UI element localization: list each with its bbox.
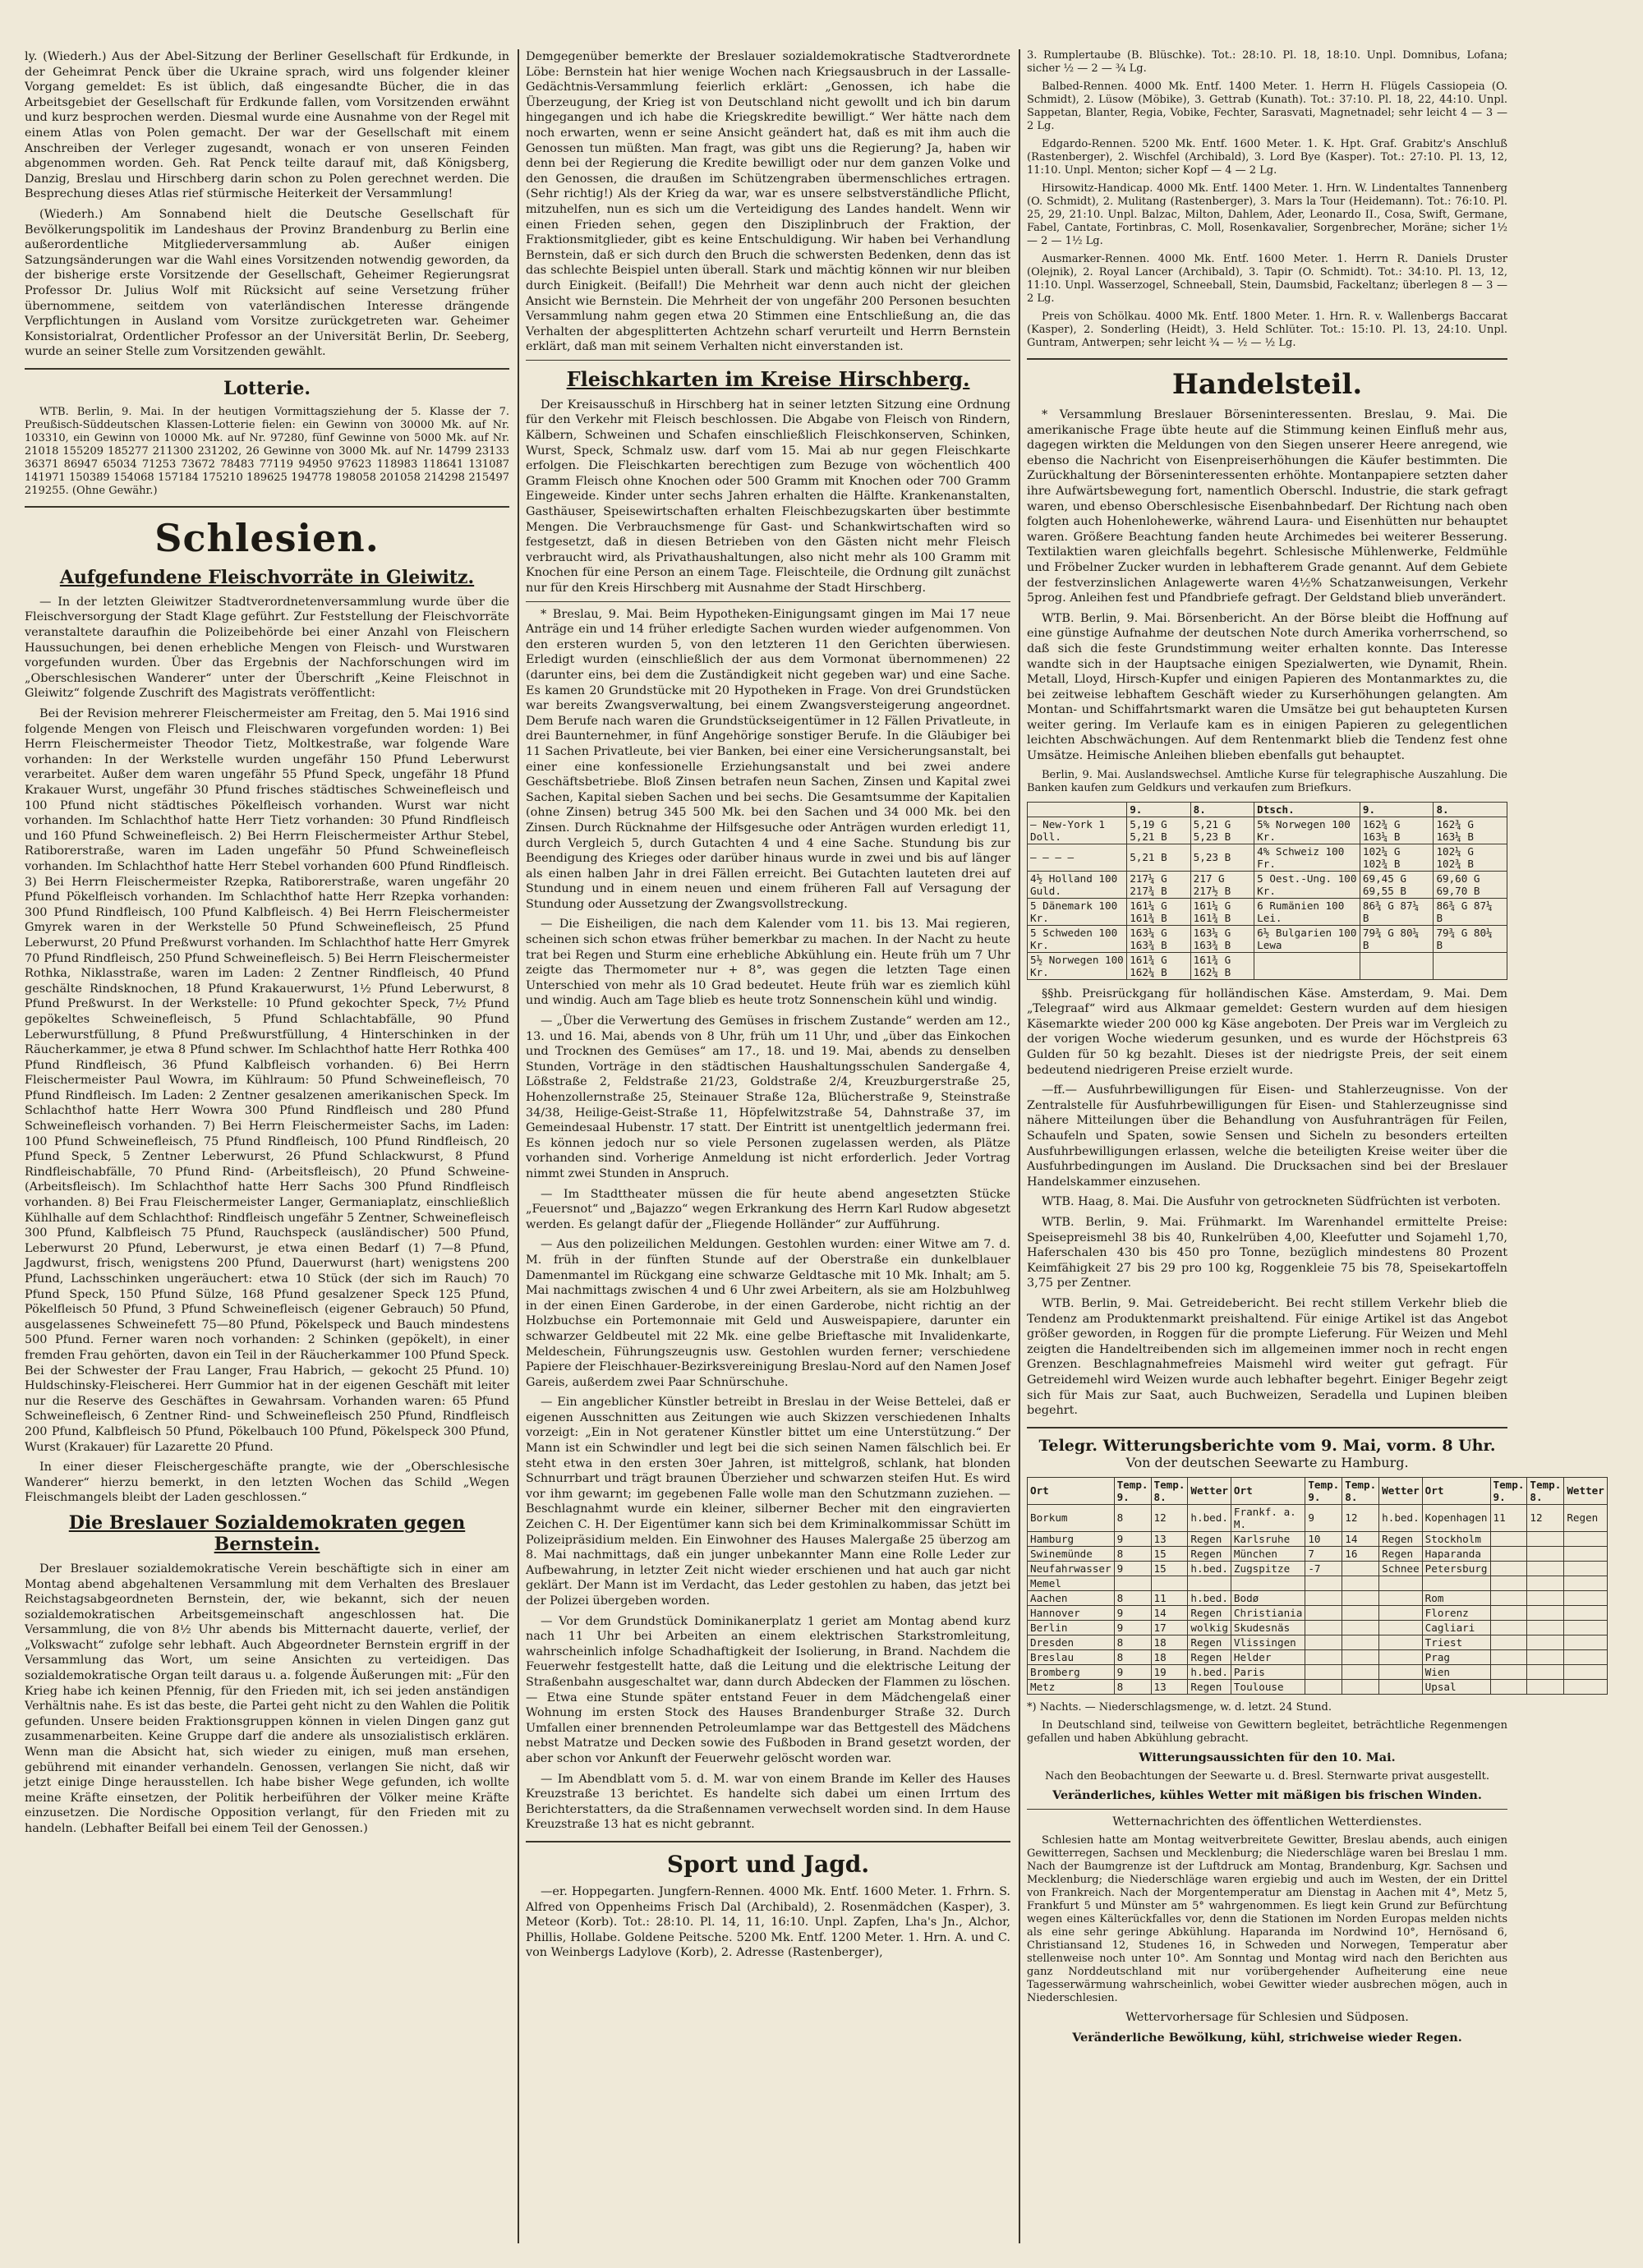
divider [526, 360, 1010, 361]
table-cell: 5,23 B [1190, 844, 1254, 871]
table-row [1028, 898, 1507, 925]
article-bevoelkerungspolitik: (Wiederh.) Am Sonnabend hielt die Deutsche Gesellschaft für Bevölkerungspolitik im Landeshaus der Provinz Brandenburg zu Berlin eine außerordentliche Mitgliederversammlung ab. Außer einigen Satzungsänderungen war die Wahl eines Vorsitzenden notwendig geworden, da der bisherige erste Vorsitzende der Gesellschaft, Geheimer Regierungsrat Professor Dr. Julius Wolf mit Rücksicht auf seine Versetzung früher übernommene, seitdem von vaterländischen Interesse drängende Verpflichtungen in Ausland vom Vorsitze zurückgetreten war. Geheimer Konsistorialrat, Ordentlicher Professor an der Universität Berlin, Dr. Seeberg, wurde an seiner Stelle zum Vorsitzenden gewählt. [25, 207, 509, 359]
table-cell [1564, 1531, 1608, 1546]
table-cell: Prag [1422, 1649, 1490, 1664]
table-cell [1564, 1605, 1608, 1620]
table-cell: 69,60 G 69,70 B [1434, 871, 1507, 898]
weather-body [1028, 1504, 1608, 1694]
weather-forecast-text: Veränderliches, kühles Wetter mit mäßigen bis frischen Winden. [1052, 1788, 1482, 1803]
table-cell: Berlin [1028, 1620, 1115, 1635]
table-cell [1305, 1576, 1342, 1590]
table-cell: Karlsruhe [1231, 1531, 1305, 1546]
table-cell [1305, 1620, 1342, 1635]
table-cell [1254, 952, 1360, 979]
table-row [1028, 844, 1507, 871]
table-cell: h.bed. [1188, 1590, 1231, 1605]
table-cell [1564, 1620, 1608, 1635]
weather-forecast-title: Witterungsaussichten für den 10. Mai. [1139, 1750, 1396, 1764]
race-hirsowitz: Hirsowitz-Handicap. 4000 Mk. Entf. 1400 Meter. 1. Hrn. W. Lindentaltes Tannenberg (O. Schmidt), 2. Mulitang (Rastenberger), 3. Mars la Tour (Heidemann). Tot.: 76:10. Pl. 25, 29, 21:10. Unpl. Balzac, Milton, Dahlem, Ader, Leonardo II., Cosa, Swift, Germane, Fabel, Cantate, Fortinbras, C. Moll, Rosenkavalier, Sorgenbrecher, Moräne; sicher 1½ — 2 — 1½ Lg. [1027, 182, 1507, 247]
table-cell [1342, 1561, 1379, 1576]
table-header-cell: Ort [1422, 1477, 1490, 1504]
table-cell [1342, 1576, 1379, 1590]
table-row [1028, 925, 1507, 952]
table-cell [1527, 1635, 1564, 1649]
article-kuenstler: — Ein angeblicher Künstler betreibt in Breslau in der Weise Bettelei, daß er eigenen Ausschnitten aus Zeitungen wie auch Skizzen verschiedenen Inhalts vorzeigt: „Ein in Not geratener Künstler bittet um eine Unterstützung.“ Der Mann ist ein Schwindler und legt bei die sich seinen Namen fälschlich bei. Er steht etwa in den ersten 30er Jahren, ist mittelgroß, schlank, hat blonden Schnurrbart und trägt braunen Überzieher und schwarzen steifen Hut. Es wird vor ihm gewarnt; im gegebenen Falle wolle man den Schutzmann zuziehen. — Beschlagnahmt wurde ein kleiner, silberner Becher mit den eingravierten Zeichen C. H. Der Eigentümer kann sich bei dem Kriminalkommissar Schütt im Polizeipräsidium melden. Ein Einwohner des Hauses Malergaße 25 überzog am 8. Mai nachmittags, daß ein junger unbekannter Mann eine Rolle Leder zur Aufbewahrung, in letzter Zeit nicht wieder erschienen und hat auch gar nicht geklärt. Der Mann ist im Verdacht, das Leder gestohlen zu haben, das jetzt bei der Polizei übergeben worden. [526, 1396, 1010, 1608]
table-row [1028, 1649, 1608, 1664]
table-header-cell: Temp. 9. [1305, 1477, 1342, 1504]
table-cell: h.bed. [1188, 1664, 1231, 1679]
table-cell [1305, 1605, 1342, 1620]
table-row [1028, 1546, 1608, 1561]
table-cell: 12 [1342, 1504, 1379, 1531]
table-cell: 102¼ G 102¾ B [1434, 844, 1507, 871]
divider [1027, 358, 1507, 360]
table-header-cell: Ort [1028, 1477, 1115, 1504]
table-header-cell: 9. [1127, 802, 1190, 817]
table-cell [1564, 1649, 1608, 1664]
devisen-body [1028, 817, 1507, 979]
divider [526, 1841, 1010, 1842]
article-stadttheater: — Im Stadttheater müssen die für heute abend angesetzten Stücke „Feuersnot“ und „Bajazzo“ wegen Erkrankung des Herrn Karl Rudow abgesetzt werden. Es gelangt dafür der „Fliegende Holländer“ zur Aufführung. [526, 1187, 1010, 1231]
weather-news-text: Schlesien hatte am Montag weitverbreitete Gewitter, Breslau abends, auch einigen Gewitterregen, Sachsen und Mecklenburg; die Niederschläge waren bei Breslau 1 mm. Nach der Baumgrenze ist der Luftdruck am Montag, Brandenburg, Kgr. Sachsen und Mecklenburg; die Niederschläge waren ergiebig und auch im Westen, der ein Drittel von Frankreich. Nach der Morgentemperatur am Dienstag in Aachen mit 4°, Metz 5, Frankfurt 5 und Münster am 5° wahrgenommen. Es liegt kein Grund zur Befürchtung wegen eines Kälterückfalles vor, denn die Stationen im Norden Europas melden nichts als eine sehr geringe Abkühlung. Haparanda im Nordwind 10°, Hernösand 6, Christiansand 12, Studenes 16, in Schweden und Norwegen, Temperatur aber stellenweise noch unter 10°. Am Sonntag und Montag wird nach den Berichten aus ganz Norddeutschland mit nur vorübergehender Aufheiterung eine neue Tagesserwärmung wahrscheinlich, wobei Gewitter wieder ausbrechen mögen, auch in Niederschlesien. [1027, 1834, 1507, 2005]
table-cell [1527, 1576, 1564, 1590]
table-cell: Frankf. a. M. [1231, 1504, 1305, 1531]
table-cell: Bodø [1231, 1590, 1305, 1605]
table-cell: 102¼ G 102¾ B [1360, 844, 1434, 871]
table-cell: Christiania [1231, 1605, 1305, 1620]
article-fleischkarten: Der Kreisausschuß in Hirschberg hat in seiner letzten Sitzung eine Ordnung für den Verkehr mit Fleisch beschlossen. Die Abgabe von Fleisch von Rindern, Kälbern, Schweinen und Schafen einschließlich Fleischkonserven, Schinken, Wurst, Speck, Schmalz usw. darf vom 15. Mai ab nur gegen Fleischkarte erfolgen. Die Fleischkarten berechtigen zum Bezuge von wöchentlich 400 Gramm Fleisch ohne Knochen oder 500 Gramm mit Knochen oder 700 Gramm Eingeweide. Kinder unter sechs Jahren erhalten die Hälfte. Krankenanstalten, Gasthäuser, Speisewirtschaften erhalten Fleischbezugskarten über bestimmte Mengen. Die Verbrauchsmenge für Gast- und Schankwirtschaften wird so festgesetzt, daß in diesen Betrieben von den Gästen nicht mehr Fleisch verbraucht wird, als Privathaushaltungen, also nicht mehr als 100 Gramm mit Knochen für eine Person an einem Tage. Fleischteile, die Ordnung gilt zunächst nur für den Kreis Hirschberg mit Ausnahme der Stadt Hirschberg. [526, 398, 1010, 595]
table-cell [1379, 1605, 1423, 1620]
table-row [1028, 1504, 1608, 1531]
table-cell: Regen [1188, 1649, 1231, 1664]
table-cell: 18 [1151, 1635, 1188, 1649]
article-gleiwitz-intro: — In der letzten Gleiwitzer Stadtverordnetenversammlung wurde über die Fleischversorgung der Stadt Klage geführt. Zur Feststellung der Fleischvorräte veranstaltete daraufhin die Polizeibehörde bei einer Anzahl von Fleischern Haussuchungen, bei denen erhebliche Mengen von Fleisch- und Wurstwaren vorgefunden wurden. Über das Ergebnis der Nachforschungen wird im „Oberschlesischen Wanderer“ unter der Überschrift „Keine Fleischnot in Gleiwitz“ folgende Zuschrift des Magistrats veröffentlicht: [25, 595, 509, 701]
table-cell [1379, 1664, 1423, 1679]
table-cell: Borkum [1028, 1504, 1115, 1531]
section-heading-lotterie: Lotterie. [223, 377, 311, 399]
table-cell: 69,45 G 69,55 B [1360, 871, 1434, 898]
table-cell [1379, 1590, 1423, 1605]
table-cell: Cagliari [1422, 1620, 1490, 1635]
table-cell: Triest [1422, 1635, 1490, 1649]
table-cell: 163¼ G 163¾ B [1190, 925, 1254, 952]
table-cell [1379, 1649, 1423, 1664]
headline-sozialdemokraten: Die Breslauer Sozialdemokraten gegen Bernstein. [68, 1511, 466, 1555]
table-cell: 9 [1114, 1620, 1151, 1635]
table-row [1028, 1531, 1608, 1546]
table-cell [1188, 1576, 1231, 1590]
table-cell [1490, 1620, 1527, 1635]
table-cell [1490, 1590, 1527, 1605]
table-cell [1490, 1531, 1527, 1546]
weather-summary: In Deutschland sind, teilweise von Gewittern begleitet, beträchtliche Regenmengen gefallen und haben Abkühlung gebracht. [1027, 1718, 1507, 1745]
devisen-table-wrap [1027, 802, 1507, 980]
weather-final-text: Veränderliche Bewölkung, kühl, strichweise wieder Regen. [1072, 2031, 1462, 2045]
table-cell: Rom [1422, 1590, 1490, 1605]
table-cell: h.bed. [1188, 1561, 1231, 1576]
table-cell: 86¾ G 87¼ B [1434, 898, 1507, 925]
table-cell [1564, 1664, 1608, 1679]
table-cell: 5,21 B [1127, 844, 1190, 871]
table-cell [1564, 1679, 1608, 1694]
table-cell: 13 [1151, 1531, 1188, 1546]
headline-fleischkarten: Fleischkarten im Kreise Hirschberg. [566, 366, 970, 391]
table-cell [1527, 1605, 1564, 1620]
table-header-cell: Temp. 8. [1527, 1477, 1564, 1504]
table-cell: München [1231, 1546, 1305, 1561]
table-cell: 217 G 217½ B [1190, 871, 1254, 898]
table-cell [1342, 1605, 1379, 1620]
table-cell: Paris [1231, 1664, 1305, 1679]
table-cell [1564, 1576, 1608, 1590]
table-cell [1305, 1635, 1342, 1649]
table-cell: 11 [1151, 1590, 1188, 1605]
table-cell: 5% Norwegen 100 Kr. [1254, 817, 1360, 844]
table-cell [1422, 1576, 1490, 1590]
table-cell [1527, 1531, 1564, 1546]
table-cell: Aachen [1028, 1590, 1115, 1605]
article-boersenversammlung: * Versammlung Breslauer Börseninteressenten. Breslau, 9. Mai. Die amerikanische Frage übte heute auf die Stimmung keinen Einfluß mehr aus, dagegen wirkten die Meldungen von den Siegen unserer Heere anregend, wie ebenso die Nachricht von Eisenpreiserhöhungen die Käufer bestimmten. Die Zurückhaltung der Börseninteressenten erhöhte. Montanpapiere setzten daher ihre Aufwärtsbewegung fort, namentlich Oberschl. Industrie, die stark gefragt waren, und ebenso Oberschlesische Eisenbahnbedarf. Der Richtung nach oben folgten auch Hohenlohewerke, während Laura- und Eisenhütten nur behauptet waren. Größere Beachtung fanden heute Archimedes bei weiterer Besserung. Textilaktien waren gleichfalls begehrt. Schlesische Mühlenwerke, Feldmühle und Fröbelner Zucker wurden in lebhafterem Grade genannt. Auf dem Gebiete der festverzinslichen Anlagewerte waren 4½% Schatzanweisungen, Verkehr 5prog. Anleihen fest und Pfandbriefe gefragt. Der Geldstand blieb unverändert. [1027, 408, 1507, 605]
column-rule [518, 49, 519, 2243]
table-row [1028, 1605, 1608, 1620]
table-cell: 10 [1305, 1531, 1342, 1546]
table-cell: 161¼ G 161¾ B [1127, 898, 1190, 925]
table-cell: 5½ Norwegen 100 Kr. [1028, 952, 1127, 979]
table-cell [1342, 1664, 1379, 1679]
article-gemuese: — „Über die Verwertung des Gemüses in frischem Zustande“ werden am 12., 13. und 16. Mai, abends von 8 Uhr, früh um 11 Uhr, und „über das Einkochen und Trocknen des Gemüses“ am 17., 18. und 19. Mai, abends zu denselben Stunden, Vorträge in den städtischen Haushaltungsschulen Sandergaße 4, Lößstraße 2, Feldstraße 21/23, Goldstraße 2/4, Kreuzburgerstraße 25, Hohenzollernstraße 25, Steinauer Straße 12a, Blücherstraße 9, Steinstraße 34/38, Heilige-Geist-Straße 11, Höpfelwitzstraße 54, Dahnstraße 37, im Gemeindesaal Hubenstr. 17 statt. Der Eintritt ist unentgeltlich jedermann frei. Es können jedoch nur so viele Personen zugelassen werden, als Plätze vorhanden sind. Vorherige Anmeldung ist nicht erforderlich. Jeder Vortrag nimmt zwei Stunden in Anspruch. [526, 1014, 1010, 1180]
table-header-cell: 8. [1434, 802, 1507, 817]
article-getreide: WTB. Berlin, 9. Mai. Getreidebericht. Bei recht stillem Verkehr blieb die Tendenz am Produktenmarkt preishaltend. Für einige Artikel ist das Angebot größer geworden, in Roggen für die prompte Lieferung. Für Weizen und Mehl zeigten die Handeltreibenden sich im allgemeinen immer noch in recht engen Grenzen. Beschlagnahmefreies Maismehl wird weiter gut gefragt. Für Getreidemehl wird Weizen wurde auch lebhafter begehrt. Einiger Begehr zeigt sich für Mais zur Saat, auch Buchweizen, Seradella und Lupinen bleiben begehrt. [1027, 1296, 1507, 1418]
table-cell: 9 [1305, 1504, 1342, 1531]
table-cell [1305, 1679, 1342, 1694]
table-header-cell: 9. [1360, 802, 1434, 817]
weather-title: Telegr. Witterungsberichte vom 9. Mai, vorm. 8 Uhr. [1038, 1436, 1496, 1455]
table-header-cell: Temp. 8. [1342, 1477, 1379, 1504]
table-cell: Zugspitze [1231, 1561, 1305, 1576]
table-cell: h.bed. [1188, 1504, 1231, 1531]
table-row [1028, 817, 1507, 844]
weather-table-wrap [1027, 1477, 1604, 1695]
table-cell: 9 [1114, 1531, 1151, 1546]
table-cell [1527, 1664, 1564, 1679]
table-cell: Florenz [1422, 1605, 1490, 1620]
table-cell: 217¼ G 217¾ B [1127, 871, 1190, 898]
weather-note: *) Nachts. — Niederschlagsmenge, w. d. letzt. 24 Stund. [1027, 1700, 1332, 1714]
weather-news-title: Wetternachrichten des öffentlichen Wetterdienstes. [1112, 1815, 1422, 1829]
table-cell: 9 [1114, 1664, 1151, 1679]
table-cell: wolkig [1188, 1620, 1231, 1635]
article-gleiwitz-close: In einer dieser Fleischergeschäfte prangte, wie der „Oberschlesische Wanderer“ hierzu bemerkt, in den letzten Wochen das Schild „Wegen Fleischmangels bleibt der Laden geschlossen.“ [25, 1461, 509, 1505]
weather-table [1027, 1477, 1608, 1695]
table-cell [1490, 1546, 1527, 1561]
table-cell: 9 [1114, 1605, 1151, 1620]
weather-final-title: Wettervorhersage für Schlesien und Südposen. [1125, 2011, 1409, 2025]
table-cell: h.bed. [1379, 1504, 1423, 1531]
divider [25, 506, 509, 508]
table-cell [1490, 1605, 1527, 1620]
table-header-cell: Dtsch. [1254, 802, 1360, 817]
table-cell [1342, 1590, 1379, 1605]
table-header-cell: 8. [1190, 802, 1254, 817]
table-cell [1379, 1679, 1423, 1694]
table-cell [1305, 1649, 1342, 1664]
table-cell: 13 [1151, 1679, 1188, 1694]
divider [1027, 1809, 1507, 1810]
table-cell [1342, 1679, 1379, 1694]
article-polizei: — Aus den polizeilichen Meldungen. Gestohlen wurden: einer Witwe am 7. d. M. früh in der fünften Stunde auf der Oberstraße ein dunkelblauer Damenmantel im Rückgang eine schwarze Geldtasche mit 10 Mk. Inhalt; am 5. Mai nachmittags zwischen 4 und 6 Uhr zwei Arbeitern, als sie am Holzbuhlweg in der einen Einen Garderobe, in der einen Garderobe, nicht richtig an der Holzbuchse ein Portemonnaie mit Geld und Ausweispapiere, darunter ein schwarzer Geldbeutel mit 22 Mk. eine gelbe Brieftasche mit Invalidenkarte, Meldeschein, Führungszeugnis usw. Gestohlen wurden ferner; verschiedene Papiere der Fleischhauer-Bezirksvereinigung Breslau-Nord auf den Namen Josef Gareis, außerdem zwei Paar Schnürschuhe. [526, 1238, 1010, 1389]
table-cell [1231, 1576, 1305, 1590]
table-cell: 79¾ G 80¼ B [1360, 925, 1434, 952]
table-cell: 6½ Bulgarien 100 Lewa [1254, 925, 1360, 952]
table-header-cell: Temp. 9. [1490, 1477, 1527, 1504]
table-cell: Regen [1564, 1504, 1608, 1531]
section-heading-sport: Sport und Jagd. [666, 1850, 870, 1878]
devisen-table [1027, 802, 1507, 980]
table-cell: 12 [1151, 1504, 1188, 1531]
table-header-cell: Wetter [1379, 1477, 1423, 1504]
table-cell: Regen [1188, 1546, 1231, 1561]
table-cell [1151, 1576, 1188, 1590]
table-cell: 4½ Holland 100 Guld. [1028, 871, 1127, 898]
table-cell: 8 [1114, 1504, 1151, 1531]
table-cell: 161¼ G 161¾ B [1190, 898, 1254, 925]
table-cell [1564, 1546, 1608, 1561]
table-cell [1490, 1664, 1527, 1679]
table-cell: 14 [1342, 1531, 1379, 1546]
column-rule [1019, 49, 1020, 2243]
table-header-cell: Wetter [1564, 1477, 1608, 1504]
table-cell [1527, 1561, 1564, 1576]
table-cell: 7 [1305, 1546, 1342, 1561]
table-header-cell: Temp. 8. [1151, 1477, 1188, 1504]
table-row [1028, 871, 1507, 898]
table-cell [1114, 1576, 1151, 1590]
article-haag: WTB. Haag, 8. Mai. Die Ausfuhr von getrockneten Südfrüchten ist verboten. [1042, 1195, 1501, 1209]
article-fruehmarkt: WTB. Berlin, 9. Mai. Frühmarkt. Im Warenhandel ermittelte Preise: Speisepreismehl 38 bis 40, Runkelrüben 4,00, Kleefutter und Sojamehl 1,70, Haferschalen 430 bis 450 pro Tonne, bezüglich mindestens 80 Prozent Keimfähigkeit 27 bis 29 pro 100 kg, Roggenkleie 75 bis 78, Speisekartoffeln 3,75 per Zentner. [1027, 1215, 1507, 1290]
table-cell: Hannover [1028, 1605, 1115, 1620]
race-result: 3. Rumplertaube (B. Blüschke). Tot.: 28:10. Pl. 18, 18:10. Unpl. Domnibus, Lofana; sicher ½ — 2 — ¾ Lg. [1027, 49, 1507, 75]
table-cell: 5 Schweden 100 Kr. [1028, 925, 1127, 952]
table-cell: 161¾ G 162¼ B [1127, 952, 1190, 979]
table-cell: Wien [1422, 1664, 1490, 1679]
table-cell: Schnee [1379, 1561, 1423, 1576]
table-cell [1527, 1620, 1564, 1635]
table-cell: 79¾ G 80¼ B [1434, 925, 1507, 952]
table-cell: Petersburg [1422, 1561, 1490, 1576]
table-cell [1527, 1546, 1564, 1561]
table-cell: 162¾ G 163¼ B [1434, 817, 1507, 844]
table-cell: — New-York 1 Doll. [1028, 817, 1127, 844]
table-cell: 5 Dänemark 100 Kr. [1028, 898, 1127, 925]
table-cell: 8 [1114, 1635, 1151, 1649]
table-cell [1342, 1620, 1379, 1635]
article-boersenbericht: WTB. Berlin, 9. Mai. Börsenbericht. An der Börse bleibt die Hoffnung auf eine günstige Aufnahme der deutschen Note durch Amerika vorherrschend, so daß sich die feste Grundstimmung weiter erhalten konnte. Das Interesse wandte sich in der Hauptsache einigen Spezialwerten, wie Dynamit, Rhein. Metall, Lloyd, Hirsch-Kupfer und einigen Papieren des Montanmarktes zu, die bei zeitweise lebhaftem Geschäft wieder zu Kurserhöhungen gelangten. Am Montan- und Schiffahrtsmarkt waren die Umsätze bei gut behaupteten Kursen weiter gering. Im Verlaufe kam es in einigen Papieren zu gelegentlichen leichten Abschwächungen. Auf dem Rentenmarkt blieb die Tendenz fest ohne Umsätze. Heimische Anleihen blieben ebenfalls gut behauptet. [1027, 611, 1507, 763]
table-cell: Regen [1188, 1679, 1231, 1694]
table-cell: Metz [1028, 1679, 1115, 1694]
table-header-cell: Ort [1231, 1477, 1305, 1504]
table-row [1028, 952, 1507, 979]
table-cell: 8 [1114, 1590, 1151, 1605]
table-cell: 162¾ G 163¼ B [1360, 817, 1434, 844]
table-cell: Stockholm [1422, 1531, 1490, 1546]
article-eisheiligen: — Die Eisheiligen, die nach dem Kalender vom 11. bis 13. Mai regieren, scheinen sich schon etwas früher bemerkbar zu machen. In der Nacht zu heute trat bei Regen und Sturm eine erhebliche Abkühlung ein. Heute früh um 7 Uhr zeigte das Thermometer nur + 8°, was gegen die letzten Tage einen Unterschied von mehr als 10 Grad bedeutet. Heute früh war es ziemlich kühl und windig. Auch am Tage blieb es heute trotz Sonnenschein kühl und windig. [526, 918, 1010, 1008]
table-cell: 163¼ G 163¾ B [1127, 925, 1190, 952]
table-cell [1564, 1635, 1608, 1649]
race-ausmarker: Ausmarker-Rennen. 4000 Mk. Entf. 1600 Meter. 1. Herrn R. Daniels Druster (Olejnik), 2. Royal Lancer (Archibald), 3. Tapir (O. Schmidt). Tot.: 34:10. Pl. 13, 12, 11:10. Unpl. Wasserzogel, Schneeball, Stein, Daumsbid, Fackeltanz; überlegen 8 — 3 — 2 Lg. [1027, 253, 1507, 305]
devisen-intro: Berlin, 9. Mai. Auslandswechsel. Amtliche Kurse für telegraphische Auszahlung. Die Banken kaufen zum Geldkurs und verkaufen zum Briefkurs. [1027, 768, 1507, 794]
table-row [1028, 1664, 1608, 1679]
column-3 [1027, 49, 1604, 2243]
column-1 [25, 49, 509, 2243]
table-cell: Swinemünde [1028, 1546, 1115, 1561]
race-edgardo: Edgardo-Rennen. 5200 Mk. Entf. 1600 Meter. 1. K. Hpt. Graf. Grabitz's Anschluß (Rastenberger), 2. Wischfel (Archibald), 3. Lord Bye (Kasper). Tot.: 27:10. Pl. 13, 12, 11:10. Unpl. Menton; sicher Kopf — 4 — 2 Lg. [1027, 138, 1507, 177]
table-cell [1360, 952, 1434, 979]
table-cell [1490, 1576, 1527, 1590]
table-cell [1527, 1679, 1564, 1694]
table-cell: Skudesnäs [1231, 1620, 1305, 1635]
headline-gleiwitz: Aufgefundene Fleischvorräte in Gleiwitz. [59, 566, 475, 588]
table-cell [1379, 1620, 1423, 1635]
table-row [1028, 1561, 1608, 1576]
table-header-cell [1028, 802, 1127, 817]
divider [1027, 1427, 1507, 1428]
table-cell [1527, 1649, 1564, 1664]
table-cell [1305, 1590, 1342, 1605]
table-cell: -7 [1305, 1561, 1342, 1576]
section-heading-handel: Handelsteil. [1171, 368, 1363, 401]
article-erdkunde: ly. (Wiederh.) Aus der Abel-Sitzung der Berliner Gesellschaft für Erdkunde, in der Geheimrat Penck über die Ukraine sprach, wird uns folgender kleiner Vorgang gemeldet: Es ist üblich, daß eingesandte Bücher, die in das Arbeitsgebiet der Gesellschaft für Erdkunde fallen, vom Vorsitzenden erwähnt und kurz besprochen werden. Diesmal wurde eine Ausnahme von der Regel mit einem Atlas von Polen gemacht. Der war der Gesellschaft mit einem Anschreiben der Verleger zugesandt, wonach er von unseren Feinden abgenommen worden. Geh. Rat Penck teilte darauf mit, daß Königsberg, Danzig, Breslau und Hirschberg darin schon zu Polen gerechnet werden. Die Besprechung dieses Atlas rief stürmische Heiterkeit der Versammlung! [25, 50, 509, 201]
table-cell: 5,19 G 5,21 B [1127, 817, 1190, 844]
table-cell: 9 [1114, 1561, 1151, 1576]
race-schoelkau: Preis von Schölkau. 4000 Mk. Entf. 1800 Meter. 1. Hrn. R. v. Wallenbergs Baccarat (Kasper), 2. Sonderling (Heidt), 3. Held Schlüter. Tot.: 15:10. Pl. 13, 24:10. Unpl. Guntram, Antwerpen; sehr leicht ¾ — ½ — ½ Lg. [1027, 311, 1507, 349]
table-row [1028, 1576, 1608, 1590]
table-cell: 19 [1151, 1664, 1188, 1679]
table-cell: Haparanda [1422, 1546, 1490, 1561]
table-row [1028, 1590, 1608, 1605]
table-cell: 86¾ G 87¼ B [1360, 898, 1434, 925]
article-sozialdemokraten: Der Breslauer sozialdemokratische Verein beschäftigte sich in einer am Montag abend abgehaltenen Versammlung mit dem Verhalten des Breslauer Reichstagsabgeordneten Bernstein, der, wie bekannt, sich der neuen sozialdemokratischen Arbeitsgemeinschaft angeschlossen hat. Die Versammlung, die von 8½ Uhr abends bis Mitternacht dauerte, verlief, der „Volkswacht“ zufolge sehr lebhaft. Auch Abgeordneter Bernstein ergriff in der Versammlung das Wort, um seine Ansichten zu verteidigen. Das sozialdemokratische Organ teilt daraus u. a. folgende Äußerungen mit: „Für den Krieg habe ich keinen Pfennig, für den Frieden mit, ich sei jeden anständigen Verhältnis nahe. Es ist das beste, die Partei geht nicht zu den Wahlen die Politik gefunden. Unsere beiden Fraktionsgruppen können in vielen Dingen ganz gut zusammenarbeiten. Keine Gruppe darf die andere als unsozialistisch erklären. Wenn man die Absicht hat, sich wieder zu einigen, muß man ersehen, gebührend mit einander verhandeln. Genossen, verlangen Sie nicht, daß wir jetzt einige Dinge herausstellen. Ich habe bisher Wege gefunden, ich wollte meine Kräfte einsetzen, der Politik herbeiführen der Völker meine Kräfte einzusetzen. Die Nordische Opposition verlangt, für den Frieden mit zu handeln. (Lebhafter Beifall bei einem Teil der Genossen.) [25, 1562, 509, 1835]
table-cell: — — — — [1028, 844, 1127, 871]
article-hypotheken: * Breslau, 9. Mai. Beim Hypotheken-Einigungsamt gingen im Mai 17 neue Anträge ein und 14 früher erledigte Sachen wurden wieder aufgenommen. Von den ersteren wurden 5, von den letzteren 11 den Gerichten überwiesen. Erledigt wurden (einschließlich der aus dem Vormonat übernommenen) 22 (darunter eins, bei dem die Zuständigkeit nicht gegeben war) und eine Sache. Es kamen 20 Grundstücke mit 20 Hypotheken in Frage. Von drei Grundstücken war bereits Zwangsverwaltung, bei einem Zwangsversteigerung angeordnet. Dem Berufe nach waren die Grundstückseigentümer in 12 Fällen Privatleute, in drei Baunternehmer, in fünf Angehörige sonstiger Berufe. In die Gläubiger bei 11 Sachen Privatleute, bei vier Banken, bei einer eine Versicherungsanstalt, bei einer eine konfessionelle Erziehungsanstalt und bei zwei andere Geschäftsbetriebe. Bloß Zinsen betrafen neun Sachen, Zinsen und Kapital zwei Sachen, Kapital sieben Sachen und bei sechs. Die Gesamtsumme der Kapitalien (ohne Zinsen) betrug 345 500 Mk. bei den Sachen und 34 000 Mk. bei den Zinsen. Durch Rücknahme der Hilfsgesuche oder Anträgen wurden erledigt 11, durch Vergleich 5, durch Gutachten 4 und 4 eine Sache. Stundung bis zur Beendigung des Krieges oder darüber hinaus wurde in zwei und bis auf länger als einen halben Jahr in drei Fällen erreicht. Bei Gutachten lauteten drei auf Stundung und in einem neuen und einem früheren Fall auf Versagung der Stundung oder Aussetzung der Zwangsvollstreckung. [526, 607, 1010, 911]
table-cell [1342, 1649, 1379, 1664]
table-cell: Hamburg [1028, 1531, 1115, 1546]
table-row [1028, 1620, 1608, 1635]
table-cell [1564, 1561, 1608, 1576]
table-cell: Breslau [1028, 1649, 1115, 1664]
article-ausfuhr: —ff.— Ausfuhrbewilligungen für Eisen- und Stahlerzeugnisse. Von der Zentralstelle für Ausfuhrbewilligungen für Eisen- und Stahlerzeugnisse sind nähere Mitteilungen über die Behandlung von Ausfuhranträgen für Feilen, Schaufeln und Spaten, sowie Sensen und Sicheln zu besonders erteilten Ausfuhrbewilligungen erlassen, welche die beteiligten Kreise weiter über die Ausfuhrbedingungen im Ausland. Die Drucksachen sind bei der Breslauer Handelskammer einzusehen. [1027, 1083, 1507, 1189]
table-cell: Toulouse [1231, 1679, 1305, 1694]
table-cell: Regen [1188, 1605, 1231, 1620]
article-sozialdemokraten-cont: Demgegenüber bemerkte der Breslauer sozialdemokratische Stadtverordnete Löbe: Bernstein hat hier wenige Wochen nach Kriegsausbruch in der Lassalle-Gedächtnis-Versammlung feierlich erklärt: „Genossen, ich habe die Überzeugung, der Krieg ist von Deutschland nicht gewollt und ich bin darum hingegangen und ich habe die Kriegskredite bewilligt.“ Wer hätte nach dem noch erwarten, wenn er seine Ansicht geändert hat, daß es mit ihm auch die Genossen tun müßten. Man fragt, was gibt uns die Regierung? Ja, haben wir denn bei der Regierung die Kredite bewilligt oder nur dem ganzen Volke und den Genossen, die draußen im Schützengraben übermenschliches ertragen. (Sehr richtig!) Als der Krieg da war, war es unsere selbstverständliche Pflicht, mitzuhelfen, nun es sich um die Verteidigung des Landes handelt. Wenn wir einen Frieden sehen, gegen den Disziplinbruch der Fraktion, der Fraktionsmitglieder, gibt es keine Entschuldigung. Wir haben bei Verhandlung Bernstein, daß er sich durch den Bruch die schwersten Bedenken, denn das ist das schlechte Beispiel unten überall. Stark und mächtig können wir nur bleiben durch Einigkeit. (Beifall!) Die Mehrheit war denn auch nicht der gleichen Ansicht wie Bernstein. Die Mehrheit der von ungefähr 200 Personen besuchten Versammlung nahm gegen etwa 20 Stimmen eine Entschließung an, die das Verhalten der abgesplitterten Achtzehn scharf verurteilt und Herrn Bernstein erklärt, daß man mit seinem Verhalten nicht einverstanden ist. [526, 50, 1010, 354]
divider [526, 601, 1010, 602]
weather-subtitle: Von der deutschen Seewarte zu Hamburg. [1125, 1454, 1409, 1470]
table-cell [1527, 1590, 1564, 1605]
table-cell: 18 [1151, 1649, 1188, 1664]
table-cell: 14 [1151, 1605, 1188, 1620]
table-cell [1379, 1576, 1423, 1590]
article-lotterie: WTB. Berlin, 9. Mai. In der heutigen Vormittagsziehung der 5. Klasse der 7. Preußisch-Süddeutschen Klassen-Lotterie fielen: ein Gewinn von 30000 Mk. auf Nr. 103310, ein Gewinn von 10000 Mk. auf Nr. 97280, fünf Gewinne von 5000 Mk. auf Nr. 21018 155209 185277 211300 231202, 26 Gewinne von 3000 Mk. auf Nr. 14799 23133 36371 86947 65034 71253 73672 78483 77119 94950 97623 118983 118641 131087 141971 150389 154068 157184 175210 189625 194778 198058 201058 214298 215497 219255. (Ohne Gewähr.) [25, 405, 509, 497]
divider [25, 368, 509, 370]
column-2 [526, 49, 1010, 2243]
table-cell: 15 [1151, 1546, 1188, 1561]
table-cell: 15 [1151, 1561, 1188, 1576]
table-cell: Regen [1379, 1546, 1423, 1561]
article-sport: —er. Hoppegarten. Jungfern-Rennen. 4000 Mk. Entf. 1600 Meter. 1. Frhrn. S. Alfred von Oppenheims Frisch Dal (Archibald), 2. Rosenmädchen (Kasper), 3. Meteor (Korb). Tot.: 28:10. Pl. 14, 11, 16:10. Unpl. Zapfen, Lha's Jn., Alchor, Phillis, Hollabe. Goldene Peitsche. 5200 Mk. Entf. 1200 Meter. 1. Hrn. A. und C. von Weinbergs Ladylove (Korb), 2. Adresse (Rastenberger), [526, 1884, 1010, 1960]
table-cell: 8 [1114, 1679, 1151, 1694]
table-cell: 8 [1114, 1649, 1151, 1664]
devisen-header-row [1028, 802, 1507, 817]
table-cell [1490, 1649, 1527, 1664]
table-cell: 8 [1114, 1546, 1151, 1561]
table-cell: 161¾ G 162¼ B [1190, 952, 1254, 979]
section-heading-schlesien: Schlesien. [154, 515, 380, 560]
table-cell [1490, 1635, 1527, 1649]
weather-forecast-subtitle: Nach den Beobachtungen der Seewarte u. d. Bresl. Sternwarte privat ausgestellt. [1044, 1770, 1490, 1783]
table-header-cell: Temp. 9. [1114, 1477, 1151, 1504]
article-gleiwitz-body: Bei der Revision mehrerer Fleischermeister am Freitag, den 5. Mai 1916 sind folgende Mengen von Fleisch und Fleischwaren vorgefunden worden: 1) Bei Herrn Fleischermeister Theodor Tietz, Moltkestraße, war folgende Ware vorhanden: In der Werkstelle wurden ungefähr 150 Pfund Leberwurst verarbeitet. Außer dem waren ungefähr 55 Pfund Speck, ungefähr 18 Pfund Krakauer Wurst, ungefähr 30 Pfund frisches städtisches Schweinefleisch und 100 Pfund nicht städtisches Pökelfleisch vorhanden. Wurst war nicht vorhanden. Im Schlachthof hatte Herr Tietz vorhanden: 30 Pfund Rindfleisch und 160 Pfund Schweinefleisch. 2) Bei Herrn Fleischermeister Arthur Stebel, Ratiborerstraße, waren im Laden ungefähr 50 Pfund Schweinefleisch vorhanden. Im Schlachthof hatte Herr Stebel vorhanden 600 Pfund Rindfleisch. 3) Bei Herrn Fleischermeister Rzepka, Ratiborerstraße, waren ungefähr 20 Pfund Pökelfleisch vorhanden. Im Schlachthof hatte Herr Rzepka vorhanden: 300 Pfund Rindfleisch, 100 Pfund Kalbfleisch. 4) Bei Herrn Fleischermeister Gmyrek waren in der Werkstelle 50 Pfund Schweinefleisch, 25 Pfund Leberwurst, 20 Pfund Preßwurst vorhanden. Im Schlachthof hatte Herr Gmyrek 70 Pfund Rindfleisch, 250 Pfund Schweinefleisch. 5) Bei Herrn Fleischermeister Rothka, Niklasstraße, waren im Laden: 2 Zentner Rindfleisch, 40 Pfund geschälte Rindsknochen, 18 Pfund Krakauerwurst, 1½ Pfund Leberwurst, 8 Pfund Preßwurst. In der Werkstelle: 10 Pfund gekochter Speck, 7½ Pfund gepökeltes Schweinefleisch, 5 Pfund Schlachtabfälle, 90 Pfund Leberwurstfüllung, 8 Pfund Preßwurstfüllung, 4 Hinterschinken in der Räucherkammer, je etwa 8 Pfund schwer. Im Schlachthof hatte Herr Rothka 400 Pfund Rindfleisch, 36 Pfund Kalbfleisch vorhanden. 6) Bei Herrn Fleischermeister Paul Wowra, im Kühlraum: 50 Pfund Schweinefleisch, 70 Pfund Rindfleisch. Im Laden: 2 Zentner gesalzenen amerikanischen Speck. Im Schlachthof hatte Herr Wowra 300 Pfund Rindfleisch und 280 Pfund Schweinefleisch vorhanden. 7) Bei Herrn Fleischermeister Sachs, im Laden: 100 Pfund Schweinefleisch, 75 Pfund Rindfleisch, 100 Pfund Rindfleisch, 20 Pfund Speck, 5 Zentner Leberwurst, 26 Pfund Schlackwurst, 8 Pfund Rindfleischabfälle, 70 Pfund Rind- (Arbeitsfleisch), 20 Pfund Schweine- (Arbeitsfleisch). Im Schlachthof hatte Herr Sachs 300 Pfund Rindfleisch vorhanden. 8) Bei Frau Fleischermeister Langer, Germaniaplatz, einschließlich Kühlhalle auf dem Schlachthof: Rindfleisch ungefähr 5 Zentner, Schweinefleisch 300 Pfund, Kalbfleisch 75 Pfund, Rauchspeck (ausländischer) 500 Pfund, Leberwurst 20 Pfund, Leberwurst, je etwa einen Bedarf (1) 7—8 Pfund, Jagdwurst, frisch, wenigstens 200 Pfund, Dauerwurst (hart) wenigstens 200 Pfund, Lachsschinken ungeräuchert: etwa 10 Stück (der sich im Rauch) 70 Pfund Speck, 150 Pfund Sülze, 168 Pfund gesalzener Speck 125 Pfund, Pökelfleisch 50 Pfund, 3 Pfund Schweinefleisch (eigener Gebrauch) 50 Pfund, ausgelassenes Schweinefett 75—80 Pfund, Pökelspeck und Bauch mindestens 500 Pfund. Ferner waren noch vorhanden: 2 Schinken (gepökelt), in einer fremden Frau gehörten, davon ein Teil in der Räucherkammer 100 Pfund Speck. Bei der Schwester der Frau Langer, Frau Habrich, — gekocht 25 Pfund. 10) Huldschinsky-Fleischerei. Herr Gummior hat in der eigenen Geschäft mit leiter nur die Reserve des Geschäftes in Gewahrsam. Vorhanden waren: 65 Pfund Schweinefleisch, 6 Zentner Rind- und Schweinefleisch 250 Pfund, Rindfleisch 200 Pfund, Kalbfleisch 50 Pfund, Pökelbauch 100 Pfund, Pökelspeck 300 Pfund, Wurst (Krakauer) für Lazarette 20 Pfund. [25, 707, 509, 1454]
table-cell [1490, 1679, 1527, 1694]
table-cell [1342, 1635, 1379, 1649]
table-cell: Bromberg [1028, 1664, 1115, 1679]
table-cell: 16 [1342, 1546, 1379, 1561]
table-cell: Vlissingen [1231, 1635, 1305, 1649]
table-cell [1490, 1561, 1527, 1576]
table-cell [1564, 1590, 1608, 1605]
article-feuer: — Vor dem Grundstück Dominikanerplatz 1 geriet am Montag abend kurz nach 11 Uhr bei Arbeiten an einem elektrischen Starkstromleitung, wahrscheinlich infolge Schadhaftigkeit der Isolierung, in Brand. Nachdem die Feuerwehr festgestellt hatte, daß die Leitung und die elektrische Leitung der Straßenbahn ausgeschaltet war, dann durch Abdecken der Flammen zu löschen. — Etwa eine Stunde später entstand Feuer in dem Mädchengelaß einer Wohnung im ersten Stock des Hauses Brandenburger Straße 32. Durch Umfallen einer brennenden Petroleumlampe war das Bettgestell des Mädchens nebst Matratze und Decken sowie des Fußboden in Brand gesetzt worden, der aber schon vor Ankunft der Feuerwehr gelöscht worden war. [526, 1614, 1010, 1765]
table-cell [1305, 1664, 1342, 1679]
article-keller: — Im Abendblatt vom 5. d. M. war von einem Brande im Keller des Hauses Kreuzstraße 13 berichtet. Es handelte sich dabei um einen Irrtum des Berichterstatters, da die Straßennamen verwechselt worden sind. In dem Hause Kreuzstraße 13 hat es nicht gebrannt. [526, 1772, 1010, 1832]
table-cell: Regen [1379, 1531, 1423, 1546]
table-cell: Regen [1188, 1531, 1231, 1546]
table-cell: Neufahrwasser [1028, 1561, 1115, 1576]
table-cell: 12 [1527, 1504, 1564, 1531]
table-cell [1434, 952, 1507, 979]
table-cell: 5 Oest.-Ung. 100 Kr. [1254, 871, 1360, 898]
table-row [1028, 1679, 1608, 1694]
table-cell: Kopenhagen [1422, 1504, 1490, 1531]
table-cell: 5,21 G 5,23 B [1190, 817, 1254, 844]
table-cell: 17 [1151, 1620, 1188, 1635]
race-balbed: Balbed-Rennen. 4000 Mk. Entf. 1400 Meter. 1. Herrn H. Flügels Cassiopeia (O. Schmidt), 2. Lüsow (Möbike), 3. Gettrab (Kunath). Tot.: 37:10. Pl. 18, 22, 44:10. Unpl. Sappetan, Blanter, Regia, Vobike, Fechter, Sarasvati, Magnetnadel; sehr leicht 4 — 3 — 2 Lg. [1027, 81, 1507, 132]
table-cell: Helder [1231, 1649, 1305, 1664]
table-cell: 4% Schweiz 100 Fr. [1254, 844, 1360, 871]
weather-header-row [1028, 1477, 1608, 1504]
table-row [1028, 1635, 1608, 1649]
table-cell: Upsal [1422, 1679, 1490, 1694]
table-cell: Regen [1188, 1635, 1231, 1649]
table-cell: 6 Rumänien 100 Lei. [1254, 898, 1360, 925]
table-header-cell: Wetter [1188, 1477, 1231, 1504]
table-cell [1379, 1635, 1423, 1649]
table-cell: Dresden [1028, 1635, 1115, 1649]
article-kaese: §§hb. Preisrückgang für holländischen Käse. Amsterdam, 9. Mai. Dem „Telegraaf“ wird aus Alkmaar gemeldet: Gestern wurden auf dem hiesigen Käsemarkte wieder 200 000 kg Käse angeboten. Der Preis war im Vergleich zu der vorigen Woche wiederum gesunken, und es wurde der Höchstpreis 63 Gulden für 50 kg bezahlt. Dieses ist der niedrigste Preis, der seit einem bedeutend niedrigeren Preise erzielt wurde. [1027, 987, 1507, 1077]
table-cell: 11 [1490, 1504, 1527, 1531]
table-cell: Memel [1028, 1576, 1115, 1590]
